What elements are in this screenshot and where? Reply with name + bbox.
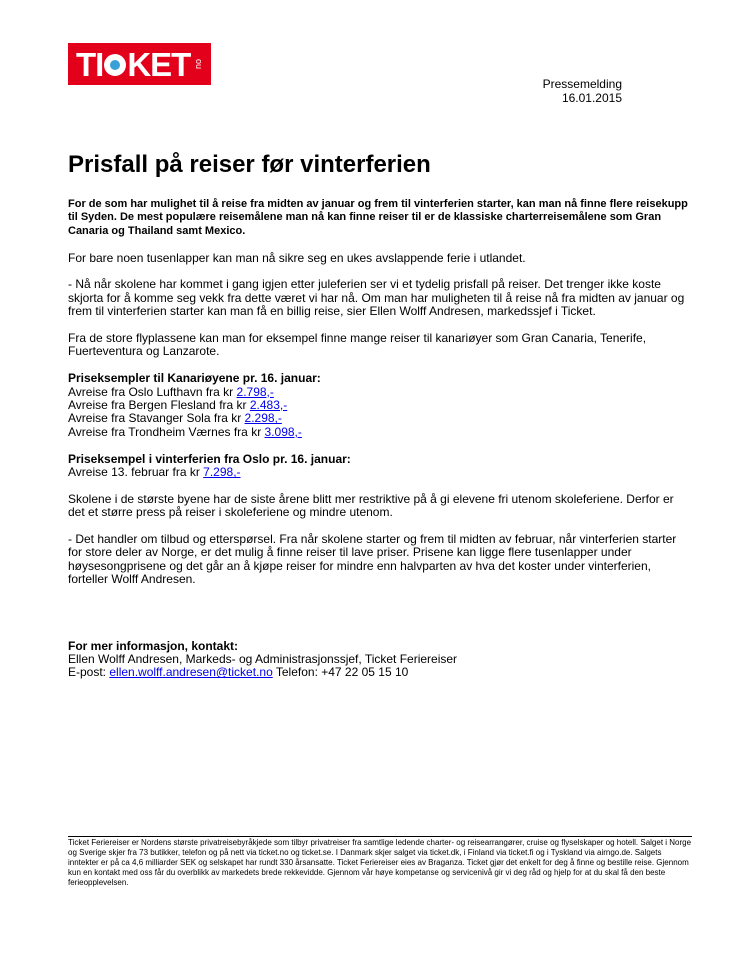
press-header bbox=[543, 77, 622, 105]
press-date: 16.01.2015 bbox=[561, 91, 622, 105]
price-row: Avreise fra Bergen Flesland fra kr 2.483,- bbox=[68, 398, 288, 413]
winter-heading: Priseksempel i vinterferien fra Oslo pr. 16. januar: bbox=[68, 451, 351, 466]
price-row: Avreise fra Trondheim Værnes fra kr 3.098,- bbox=[68, 424, 302, 439]
price-row: Avreise fra Oslo Lufthavn fra kr 2.798,- bbox=[68, 384, 274, 399]
canary-price-list bbox=[68, 372, 688, 439]
price-row: Avreise fra Stavanger Sola fra kr 2.298,- bbox=[68, 411, 282, 426]
paragraph-3: Fra de store flyplassene kan man for eksempel finne mange reiser til kanariøyer som Gran Canaria, Tenerife, Fuerteventura og Lanzarote. bbox=[68, 331, 647, 359]
price-link[interactable]: 7.298,- bbox=[203, 465, 241, 480]
paragraph-1: For bare noen tusenlapper kan man nå sikre seg en ukes avslappende ferie i utlandet. bbox=[68, 250, 526, 265]
price-link[interactable]: 3.098,- bbox=[264, 424, 302, 439]
contact-heading: For mer informasjon, kontakt: bbox=[68, 638, 239, 653]
contact-block bbox=[68, 640, 688, 680]
page-title: Prisfall på reiser før vinterferien bbox=[68, 151, 431, 178]
price-link[interactable]: 2.298,- bbox=[244, 411, 282, 426]
price-link[interactable]: 2.483,- bbox=[249, 398, 288, 413]
email-label: E-post: bbox=[68, 665, 110, 680]
ticket-logo bbox=[68, 43, 211, 85]
press-label: Pressemelding bbox=[542, 77, 622, 91]
footer-boilerplate: Ticket Feriereiser er Nordens største privatreisebyråkjede som tilbyr privatreiser fra samtlige ledende charter- og reisearrangører, cruise og flyselskaper og hotell. Salget i Norge og Sverige skjer fra 73 butikker, telefon og på nett via ticket.no og ticket.se. I Danmark skjer salget via ticket.dk, i Finland via ticket.fi og i Tyskland via airngo.de. Salgets inntekter er på ca 4,6 milliarder SEK og selskapet har rundt 330 årsansatte. Ticket Feriereiser eies av Braganza. Ticket gjør det enkelt for deg å finne og bestille reise. Gjennom kun en kontakt med oss får du overblikk av markedets brede rekkevidde. Gjennom vår høye kompetanse og servicenivå gir vi deg råd og hjelp for at du skal få den beste ferieopplevelsen. bbox=[68, 838, 692, 887]
paragraph-5: - Det handler om tilbud og etterspørsel. Fra når skolene starter og frem til midten av februar, når vinterferien starter for store deler av Norge, er det mulig å finne reiser til lave priser. Prisene kan ligge flere tusenlapper under høysesongprisene og det går an å kjøpe reiser for mindre enn halvparten av hva det koster under vinterferien, forteller Wolff Andresen. bbox=[68, 532, 677, 587]
paragraph-4: Skolene i de største byene har de siste årene blitt mer restriktive på å gi elevene fri utenom skoleferiene. Derfor er det et større press på reiser i skoleferiene og mindre utenom. bbox=[68, 491, 674, 520]
logo-wordmark: TI KET bbox=[76, 45, 191, 83]
email-link[interactable]: ellen.wolff.andresen@ticket.no bbox=[109, 665, 273, 680]
article-body bbox=[68, 198, 688, 693]
price-row: Avreise 13. februar fra kr 7.298,- bbox=[68, 465, 241, 480]
contact-name: Ellen Wolff Andresen, Markeds- og Administrasjonssjef, Ticket Feriereiser bbox=[68, 652, 458, 667]
winter-price-list bbox=[68, 453, 688, 480]
logo-domain-suffix: no bbox=[193, 58, 204, 69]
price-link[interactable]: 2.798,- bbox=[236, 384, 274, 399]
logo-globe-icon bbox=[104, 54, 126, 76]
canary-heading: Priseksempler til Kanariøyene pr. 16. januar: bbox=[68, 371, 321, 386]
paragraph-2: - Nå når skolene har kommet i gang igjen etter juleferien ser vi et tydelig prisfall på reiser. Det trenger ikke koste skjorta for å komme seg vekk fra dette været vi har nå. Om man har muligheten til å reise nå fra midten av januar og frem til vinterferien starter kan man få en billig reise, sier Ellen Wolff Andresen, markedssjef i Ticket. bbox=[68, 277, 685, 319]
phone-text: Telefon: +47 22 05 15 10 bbox=[272, 665, 409, 680]
lead-paragraph: For de som har mulighet til å reise fra midten av januar og frem til vinterferien starter, kan man nå finne flere reisekupp til Syden. De mest populære reisemålene man nå kan finne reiser til er de klassiske charterreisemålene som Gran Canaria og Thailand samt Mexico. bbox=[68, 198, 688, 237]
